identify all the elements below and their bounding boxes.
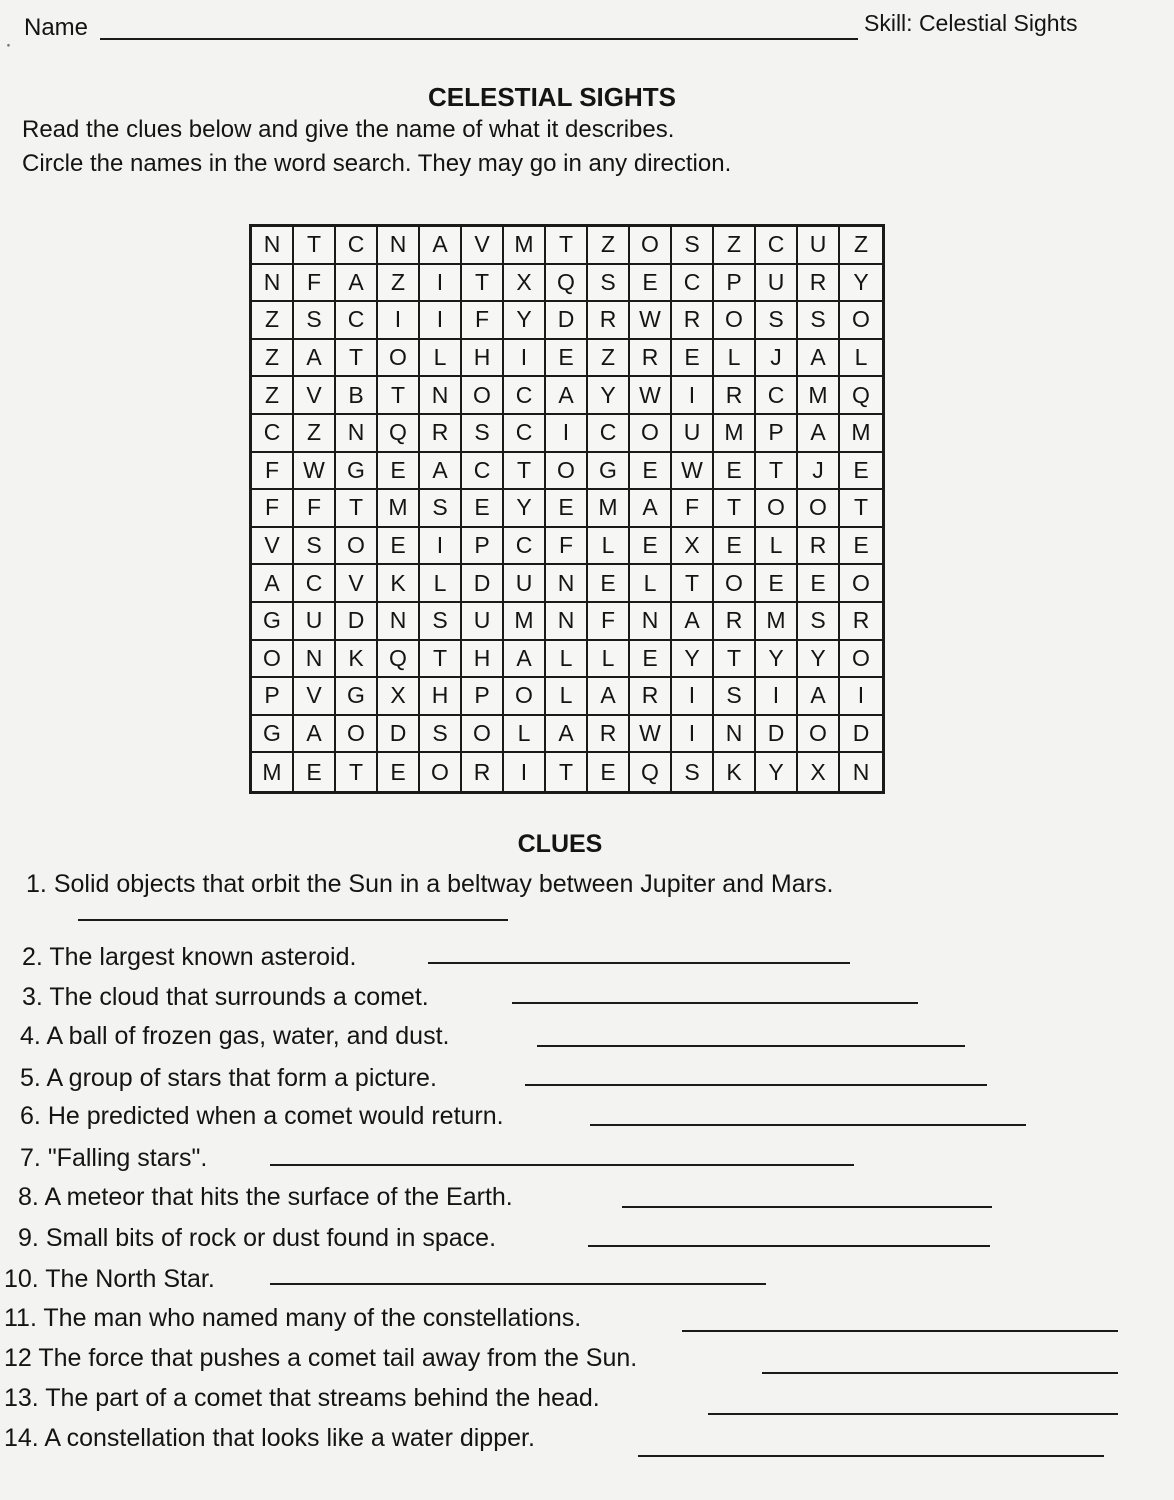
answer-line-8[interactable] <box>622 1206 992 1208</box>
grid-letter[interactable]: A <box>588 678 630 716</box>
grid-letter[interactable]: Z <box>294 415 336 453</box>
grid-letter[interactable]: G <box>336 453 378 491</box>
clue-text: A group of stars that form a picture. <box>46 1064 437 1092</box>
grid-letter[interactable]: I <box>420 528 462 566</box>
grid-letter[interactable]: Z <box>588 340 630 378</box>
grid-letter[interactable]: E <box>630 453 672 491</box>
grid-letter[interactable]: E <box>588 565 630 603</box>
grid-letter[interactable]: O <box>462 377 504 415</box>
grid-letter[interactable]: W <box>294 453 336 491</box>
grid-letter[interactable]: J <box>798 453 840 491</box>
grid-letter[interactable]: Y <box>840 265 882 303</box>
grid-letter[interactable]: F <box>672 490 714 528</box>
grid-letter[interactable]: Y <box>504 490 546 528</box>
grid-letter[interactable]: I <box>546 415 588 453</box>
clue-text: A constellation that looks like a water dipper. <box>44 1424 535 1452</box>
clue-number: 1. <box>26 870 47 898</box>
grid-letter[interactable]: T <box>420 641 462 679</box>
grid-letter[interactable]: G <box>252 716 294 754</box>
grid-letter[interactable]: A <box>504 641 546 679</box>
grid-letter[interactable]: Z <box>252 302 294 340</box>
grid-letter[interactable]: M <box>798 377 840 415</box>
grid-letter[interactable]: I <box>672 377 714 415</box>
grid-letter[interactable]: E <box>378 528 420 566</box>
grid-letter[interactable]: O <box>378 340 420 378</box>
clue-text: The part of a comet that streams behind the head. <box>45 1384 600 1412</box>
grid-letter[interactable]: V <box>294 678 336 716</box>
grid-letter[interactable]: X <box>672 528 714 566</box>
grid-letter[interactable]: Y <box>672 641 714 679</box>
grid-letter[interactable]: E <box>630 641 672 679</box>
grid-letter[interactable]: P <box>252 678 294 716</box>
grid-letter[interactable]: O <box>714 565 756 603</box>
grid-letter[interactable]: T <box>546 227 588 265</box>
grid-letter[interactable]: C <box>336 302 378 340</box>
grid-letter[interactable]: T <box>336 340 378 378</box>
clue-number: 7. <box>20 1144 41 1172</box>
grid-letter[interactable]: T <box>504 453 546 491</box>
grid-letter[interactable]: T <box>756 453 798 491</box>
grid-letter[interactable]: N <box>378 603 420 641</box>
grid-letter[interactable]: R <box>462 753 504 791</box>
grid-letter[interactable]: O <box>630 415 672 453</box>
grid-letter[interactable]: X <box>504 265 546 303</box>
clue-number: 13. <box>4 1384 39 1412</box>
grid-letter[interactable]: O <box>252 641 294 679</box>
clue-1 <box>26 870 833 899</box>
grid-letter[interactable]: F <box>294 265 336 303</box>
grid-letter[interactable]: L <box>840 340 882 378</box>
grid-letter[interactable]: L <box>504 716 546 754</box>
clue-number: 8. <box>18 1183 39 1211</box>
grid-letter[interactable]: W <box>630 302 672 340</box>
grid-letter[interactable]: D <box>840 716 882 754</box>
grid-letter[interactable]: T <box>294 227 336 265</box>
grid-letter[interactable]: L <box>546 641 588 679</box>
grid-letter[interactable]: K <box>714 753 756 791</box>
grid-letter[interactable]: O <box>546 453 588 491</box>
grid-letter[interactable]: R <box>420 415 462 453</box>
grid-letter[interactable]: S <box>462 415 504 453</box>
clue-10 <box>4 1265 215 1294</box>
grid-letter[interactable]: T <box>378 377 420 415</box>
grid-letter[interactable]: Q <box>378 415 420 453</box>
grid-letter[interactable]: K <box>336 641 378 679</box>
grid-letter[interactable]: O <box>798 716 840 754</box>
grid-letter[interactable]: C <box>672 265 714 303</box>
grid-letter[interactable]: J <box>756 340 798 378</box>
grid-letter[interactable]: A <box>252 565 294 603</box>
grid-letter[interactable]: R <box>714 603 756 641</box>
grid-letter[interactable]: Z <box>252 377 294 415</box>
answer-line-3[interactable] <box>512 1002 918 1004</box>
grid-letter[interactable]: C <box>504 528 546 566</box>
grid-letter[interactable]: T <box>672 565 714 603</box>
grid-letter[interactable]: D <box>756 716 798 754</box>
grid-letter[interactable]: H <box>420 678 462 716</box>
grid-letter[interactable]: R <box>630 678 672 716</box>
grid-letter[interactable]: T <box>336 490 378 528</box>
grid-letter[interactable]: E <box>672 340 714 378</box>
clue-text: The cloud that surrounds a comet. <box>49 983 429 1011</box>
grid-letter[interactable]: I <box>756 678 798 716</box>
grid-letter[interactable]: N <box>252 265 294 303</box>
grid-letter[interactable]: O <box>840 302 882 340</box>
grid-letter[interactable]: G <box>588 453 630 491</box>
grid-letter[interactable]: L <box>546 678 588 716</box>
margin-mark: • <box>1 41 14 50</box>
grid-letter[interactable]: R <box>672 302 714 340</box>
grid-letter[interactable]: W <box>630 377 672 415</box>
grid-letter[interactable]: N <box>546 565 588 603</box>
grid-letter[interactable]: F <box>546 528 588 566</box>
grid-letter[interactable]: E <box>462 490 504 528</box>
clue-number: 14. <box>4 1424 39 1452</box>
grid-letter[interactable]: A <box>546 377 588 415</box>
grid-letter[interactable]: Y <box>504 302 546 340</box>
grid-letter[interactable]: E <box>630 528 672 566</box>
grid-letter[interactable]: M <box>378 490 420 528</box>
grid-letter[interactable]: C <box>294 565 336 603</box>
grid-letter[interactable]: A <box>798 415 840 453</box>
clue-text: Small bits of rock or dust found in space. <box>45 1224 497 1252</box>
grid-letter[interactable]: N <box>336 415 378 453</box>
grid-letter[interactable]: P <box>714 265 756 303</box>
answer-line-2[interactable] <box>428 962 850 964</box>
grid-letter[interactable]: E <box>714 528 756 566</box>
grid-letter[interactable]: A <box>336 265 378 303</box>
clue-5 <box>20 1064 437 1093</box>
grid-letter[interactable]: O <box>840 641 882 679</box>
grid-letter[interactable]: A <box>294 340 336 378</box>
grid-letter[interactable]: S <box>672 753 714 791</box>
instruction-line-2: Circle the names in the word search. They may go in any direction. <box>22 150 732 177</box>
grid-letter[interactable]: D <box>462 565 504 603</box>
grid-letter[interactable]: C <box>336 227 378 265</box>
grid-letter[interactable]: T <box>546 753 588 791</box>
clue-number: 12 <box>4 1344 32 1372</box>
grid-letter[interactable]: L <box>588 641 630 679</box>
grid-letter[interactable]: T <box>714 490 756 528</box>
grid-letter[interactable]: S <box>798 302 840 340</box>
clue-text: A meteor that hits the surface of the Earth. <box>44 1183 513 1211</box>
grid-letter[interactable]: N <box>630 603 672 641</box>
grid-letter[interactable]: M <box>252 753 294 791</box>
grid-letter[interactable]: Q <box>378 641 420 679</box>
grid-letter[interactable]: V <box>252 528 294 566</box>
grid-letter[interactable]: F <box>462 302 504 340</box>
grid-letter[interactable]: S <box>588 265 630 303</box>
grid-letter[interactable]: Y <box>588 377 630 415</box>
clues-heading: CLUES <box>517 830 603 858</box>
grid-letter[interactable]: A <box>630 490 672 528</box>
answer-line-14[interactable] <box>638 1455 1104 1457</box>
grid-letter[interactable]: C <box>252 415 294 453</box>
grid-letter[interactable]: O <box>462 716 504 754</box>
grid-letter[interactable]: H <box>462 641 504 679</box>
grid-letter[interactable]: L <box>756 528 798 566</box>
grid-letter[interactable]: C <box>504 377 546 415</box>
grid-letter[interactable]: G <box>252 603 294 641</box>
grid-letter[interactable]: I <box>672 716 714 754</box>
grid-letter[interactable]: C <box>504 415 546 453</box>
grid-letter[interactable]: A <box>294 716 336 754</box>
clue-text: The largest known asteroid. <box>49 943 357 971</box>
clue-11 <box>4 1304 581 1333</box>
answer-line-11[interactable] <box>682 1330 1118 1332</box>
grid-letter[interactable]: A <box>546 716 588 754</box>
grid-letter[interactable]: S <box>756 302 798 340</box>
grid-letter[interactable]: D <box>336 603 378 641</box>
grid-letter[interactable]: F <box>588 603 630 641</box>
clue-6 <box>20 1102 504 1131</box>
grid-letter[interactable]: I <box>420 265 462 303</box>
clue-3 <box>22 983 429 1012</box>
grid-letter[interactable]: S <box>672 227 714 265</box>
grid-letter[interactable]: R <box>630 340 672 378</box>
answer-line-12[interactable] <box>762 1372 1118 1374</box>
grid-letter[interactable]: E <box>714 453 756 491</box>
skill-label: Skill: Celestial Sights <box>864 10 1078 36</box>
answer-line-4[interactable] <box>537 1045 965 1047</box>
grid-letter[interactable]: M <box>756 603 798 641</box>
grid-letter[interactable]: T <box>840 490 882 528</box>
clue-number: 10. <box>4 1265 39 1293</box>
name-label: Name <box>24 14 89 41</box>
grid-letter[interactable]: S <box>294 528 336 566</box>
grid-letter[interactable]: X <box>798 753 840 791</box>
grid-letter[interactable]: R <box>798 528 840 566</box>
clue-number: 5. <box>20 1064 41 1092</box>
grid-letter[interactable]: I <box>378 302 420 340</box>
clue-4 <box>20 1022 449 1051</box>
name-answer-line[interactable] <box>100 38 858 40</box>
grid-letter[interactable]: A <box>798 340 840 378</box>
grid-letter[interactable]: S <box>420 490 462 528</box>
grid-letter[interactable]: L <box>588 528 630 566</box>
clue-2 <box>22 943 356 972</box>
grid-letter[interactable]: N <box>546 603 588 641</box>
grid-letter[interactable]: O <box>336 528 378 566</box>
grid-letter[interactable]: X <box>378 678 420 716</box>
grid-letter[interactable]: V <box>294 377 336 415</box>
grid-letter[interactable]: N <box>252 227 294 265</box>
clue-text: Solid objects that orbit the Sun in a beltway between Jupiter and Mars. <box>53 870 834 898</box>
grid-letter[interactable]: I <box>504 340 546 378</box>
clue-text: The force that pushes a comet tail away from the Sun. <box>38 1344 638 1372</box>
grid-letter[interactable]: W <box>672 453 714 491</box>
clue-13 <box>4 1384 600 1413</box>
grid-letter[interactable]: B <box>336 377 378 415</box>
grid-letter[interactable]: E <box>840 453 882 491</box>
clue-text: The man who named many of the constellations. <box>43 1304 582 1332</box>
grid-letter[interactable]: W <box>630 716 672 754</box>
grid-letter[interactable]: R <box>588 716 630 754</box>
grid-letter[interactable]: I <box>504 753 546 791</box>
grid-letter[interactable]: Z <box>378 265 420 303</box>
grid-letter[interactable]: S <box>420 716 462 754</box>
clue-8 <box>18 1183 513 1212</box>
grid-letter[interactable]: N <box>294 641 336 679</box>
grid-letter[interactable]: M <box>504 603 546 641</box>
grid-letter[interactable]: K <box>378 565 420 603</box>
grid-letter[interactable]: C <box>462 453 504 491</box>
grid-letter[interactable]: S <box>420 603 462 641</box>
grid-letter[interactable]: E <box>798 565 840 603</box>
clue-text: A ball of frozen gas, water, and dust. <box>46 1022 450 1050</box>
grid-letter[interactable]: G <box>336 678 378 716</box>
grid-letter[interactable]: M <box>840 415 882 453</box>
answer-line-10[interactable] <box>270 1283 766 1285</box>
grid-letter[interactable]: M <box>588 490 630 528</box>
grid-letter[interactable]: Z <box>840 227 882 265</box>
grid-letter[interactable]: O <box>714 302 756 340</box>
grid-letter[interactable]: L <box>420 340 462 378</box>
clue-text: "Falling stars". <box>47 1144 208 1172</box>
grid-letter[interactable]: N <box>714 716 756 754</box>
grid-letter[interactable]: E <box>840 528 882 566</box>
grid-letter[interactable]: D <box>378 716 420 754</box>
grid-letter[interactable]: A <box>420 227 462 265</box>
grid-letter[interactable]: F <box>294 490 336 528</box>
grid-letter[interactable]: O <box>798 490 840 528</box>
grid-letter[interactable]: P <box>756 415 798 453</box>
grid-letter[interactable]: E <box>378 753 420 791</box>
grid-letter[interactable]: E <box>546 490 588 528</box>
word-search-grid[interactable] <box>249 224 885 794</box>
grid-letter[interactable]: Y <box>756 753 798 791</box>
grid-letter[interactable]: E <box>630 265 672 303</box>
grid-letter[interactable]: O <box>840 565 882 603</box>
grid-letter[interactable]: D <box>546 302 588 340</box>
grid-letter[interactable]: I <box>840 678 882 716</box>
grid-letter[interactable]: T <box>714 641 756 679</box>
answer-line-5[interactable] <box>525 1084 987 1086</box>
clue-number: 11. <box>4 1304 37 1332</box>
grid-letter[interactable]: R <box>714 377 756 415</box>
answer-line-7[interactable] <box>270 1164 854 1166</box>
grid-letter[interactable]: U <box>294 603 336 641</box>
grid-letter[interactable]: C <box>756 377 798 415</box>
grid-letter[interactable]: F <box>252 453 294 491</box>
clue-number: 6. <box>20 1102 41 1130</box>
clue-9 <box>18 1224 496 1253</box>
grid-letter[interactable]: F <box>252 490 294 528</box>
grid-letter[interactable]: E <box>588 753 630 791</box>
answer-line-6[interactable] <box>590 1124 1026 1126</box>
grid-letter[interactable]: L <box>630 565 672 603</box>
grid-letter[interactable]: S <box>294 302 336 340</box>
clue-7 <box>20 1144 207 1173</box>
clue-number: 4. <box>20 1022 41 1050</box>
grid-letter[interactable]: H <box>462 340 504 378</box>
clue-text: The North Star. <box>45 1265 215 1293</box>
grid-letter[interactable]: Y <box>798 641 840 679</box>
grid-letter[interactable]: C <box>756 227 798 265</box>
clue-number: 2. <box>22 943 43 971</box>
grid-letter[interactable]: A <box>672 603 714 641</box>
grid-letter[interactable]: I <box>420 302 462 340</box>
grid-letter[interactable]: Y <box>756 641 798 679</box>
grid-letter[interactable]: A <box>420 453 462 491</box>
grid-letter[interactable]: P <box>462 528 504 566</box>
grid-letter[interactable]: O <box>630 227 672 265</box>
grid-letter[interactable]: U <box>462 603 504 641</box>
grid-letter[interactable]: Z <box>252 340 294 378</box>
grid-letter[interactable]: E <box>756 565 798 603</box>
grid-letter[interactable]: S <box>798 603 840 641</box>
answer-line-1[interactable] <box>78 919 508 921</box>
grid-letter[interactable]: O <box>504 678 546 716</box>
show-through-text <box>940 150 1140 180</box>
clue-number: 9. <box>18 1224 39 1252</box>
grid-letter[interactable]: U <box>798 227 840 265</box>
grid-letter[interactable]: T <box>336 753 378 791</box>
grid-letter[interactable]: T <box>462 265 504 303</box>
grid-letter[interactable]: C <box>588 415 630 453</box>
grid-letter[interactable]: R <box>840 603 882 641</box>
grid-letter[interactable]: L <box>714 340 756 378</box>
grid-letter[interactable]: I <box>672 678 714 716</box>
grid-letter[interactable]: O <box>756 490 798 528</box>
grid-letter[interactable]: Z <box>714 227 756 265</box>
grid-letter[interactable]: V <box>336 565 378 603</box>
grid-letter[interactable]: N <box>852 758 870 785</box>
clue-text: He predicted when a comet would return. <box>47 1102 504 1130</box>
clue-12 <box>4 1344 637 1373</box>
grid-letter[interactable]: U <box>672 415 714 453</box>
grid-letter[interactable]: Q <box>630 753 672 791</box>
grid-letter[interactable]: M <box>504 227 546 265</box>
grid-letter[interactable]: Q <box>840 377 882 415</box>
grid-letter[interactable]: R <box>798 265 840 303</box>
grid-letter[interactable]: N <box>378 227 420 265</box>
clue-14 <box>4 1424 535 1453</box>
grid-letter[interactable]: O <box>420 753 462 791</box>
instruction-line-1: Read the clues below and give the name of what it describes. <box>22 116 675 143</box>
grid-letter[interactable]: Z <box>588 227 630 265</box>
grid-letter[interactable]: S <box>714 678 756 716</box>
grid-letter[interactable]: E <box>546 340 588 378</box>
answer-line-13[interactable] <box>708 1413 1118 1415</box>
grid-letter[interactable]: L <box>420 565 462 603</box>
grid-letter[interactable]: R <box>588 302 630 340</box>
grid-letter[interactable]: V <box>462 227 504 265</box>
grid-letter[interactable]: P <box>462 678 504 716</box>
page-title: CELESTIAL SIGHTS <box>428 82 676 112</box>
grid-letter[interactable]: A <box>798 678 840 716</box>
grid-letter[interactable]: U <box>504 565 546 603</box>
grid-letter[interactable]: N <box>420 377 462 415</box>
grid-letter[interactable]: E <box>378 453 420 491</box>
answer-line-9[interactable] <box>588 1245 990 1247</box>
clue-number: 3. <box>22 983 43 1011</box>
grid-letter[interactable]: O <box>336 716 378 754</box>
grid-letter[interactable]: M <box>714 415 756 453</box>
grid-letter[interactable]: Q <box>546 265 588 303</box>
grid-letter[interactable]: E <box>294 753 336 791</box>
grid-letter[interactable]: U <box>756 265 798 303</box>
